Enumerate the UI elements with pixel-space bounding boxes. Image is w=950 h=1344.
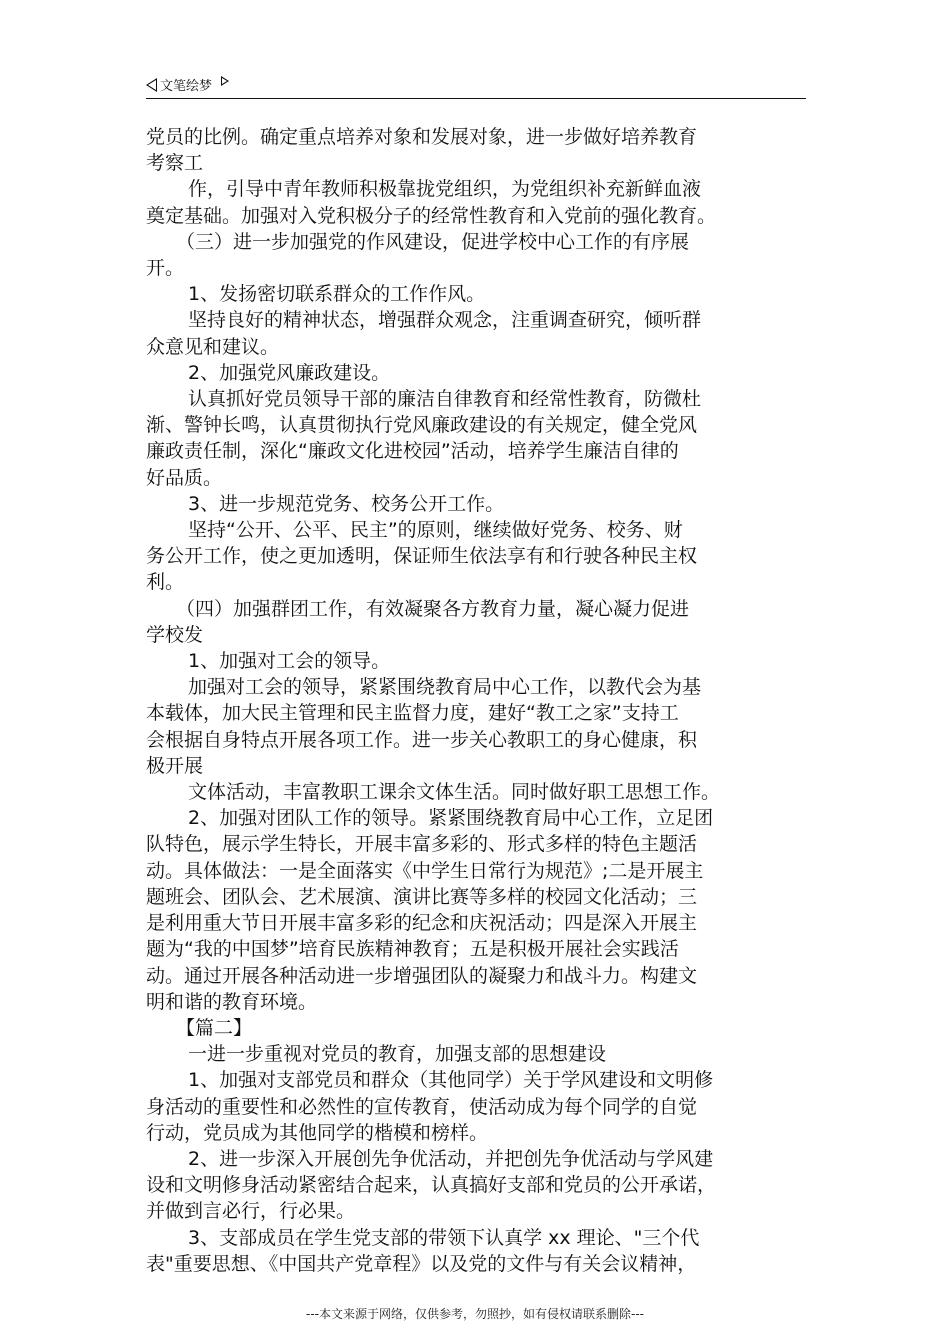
text-line: 坚持良好的精神状态，增强群众观念，注重调查研究，倾听群 bbox=[188, 309, 702, 332]
page-header bbox=[146, 72, 806, 98]
text-line: 众意见和建议。 bbox=[146, 335, 280, 358]
text-line: 学校发 bbox=[146, 623, 204, 646]
text-line: 2、加强对团队工作的领导。紧紧围绕教育局中心工作，立足团 bbox=[188, 807, 714, 830]
text-line: 认真抓好党员领导干部的廉洁自律教育和经常性教育，防微杜 bbox=[188, 388, 702, 411]
text-line: 1、加强对支部党员和群众（其他同学）关于学风建设和文明修 bbox=[188, 1069, 714, 1092]
text-line: 奠定基础。加强对入党积极分子的经常性教育和入党前的强化教育。 bbox=[146, 204, 717, 227]
text-line: 渐、警钟长鸣，认真贯彻执行党风廉政建设的有关规定，健全党风 bbox=[146, 414, 698, 437]
text-line: 务公开工作，使之更加透明，保证师生依法享有和行驶各种民主权 bbox=[146, 545, 698, 568]
text-line: 3、支部成员在学生党支部的带领下认真学 xx 理论、"三个代 bbox=[188, 1226, 700, 1249]
text-line: 极开展 bbox=[146, 754, 204, 777]
text-line: 身活动的重要性和必然性的宣传教育，使活动成为每个同学的自觉 bbox=[146, 1095, 698, 1118]
text-line: 加强对工会的领导，紧紧围绕教育局中心工作，以教代会为基 bbox=[188, 676, 702, 699]
text-line: 考察工 bbox=[146, 152, 204, 175]
text-line: 【篇二】 bbox=[176, 1016, 253, 1039]
text-line: 利。 bbox=[146, 571, 185, 594]
text-line: 1、发扬密切联系群众的工作作风。 bbox=[188, 283, 486, 306]
triangle-right-icon bbox=[221, 76, 229, 86]
text-line: 明和谐的教育环境。 bbox=[146, 990, 318, 1013]
text-line: 一进一步重视对党员的教育，加强支部的思想建设 bbox=[188, 1043, 607, 1066]
header-divider bbox=[146, 98, 806, 99]
text-line: 题班会、团队会、艺术展演、演讲比赛等多样的校园文化活动；三 bbox=[146, 885, 698, 908]
text-line: 会根据自身特点开展各项工作。进一步关心教职工的身心健康，积 bbox=[146, 728, 698, 751]
text-line: 表"重要思想、《中国共产党章程》以及党的文件与有关会议精神， bbox=[146, 1252, 697, 1275]
text-line: 坚持“公开、公平、民主”的原则，继续做好党务、校务、财 bbox=[188, 519, 683, 542]
text-line: 设和文明修身活动紧密结合起来，认真搞好支部和党员的公开承诺， bbox=[146, 1174, 717, 1197]
text-line: 3、进一步规范党务、校务公开工作。 bbox=[188, 492, 505, 515]
text-line: 1、加强对工会的领导。 bbox=[188, 650, 391, 673]
text-line: 并做到言必行，行必果。 bbox=[146, 1200, 356, 1223]
brand bbox=[146, 75, 229, 94]
text-line: 2、进一步深入开展创先争优活动，并把创先争优活动与学风建 bbox=[188, 1147, 714, 1170]
text-line: 动。通过开展各种活动进一步增强团队的凝聚力和战斗力。构建文 bbox=[146, 964, 698, 987]
text-line: 动。具体做法：一是全面落实《中学生日常行为规范》;二是开展主 bbox=[146, 859, 704, 882]
text-line: 题为“我的中国梦”培育民族精神教育；五是积极开展社会实践活 bbox=[146, 938, 679, 961]
text-line: 作，引导中青年教师积极靠拢党组织，为党组织补充新鲜血液 bbox=[188, 178, 702, 201]
text-line: 开。 bbox=[146, 257, 185, 280]
text-line: 廉政责任制，深化“廉政文化进校园”活动，培养学生廉洁自律的 bbox=[146, 440, 679, 463]
text-line: 队特色，展示学生特长，开展丰富多彩的、形式多样的特色主题活 bbox=[146, 833, 698, 856]
text-line: （四）加强群团工作，有效凝聚各方教育力量，凝心凝力促进 bbox=[176, 597, 690, 620]
text-line: 是利用重大节日开展丰富多彩的纪念和庆祝活动；四是深入开展主 bbox=[146, 912, 698, 935]
document-body bbox=[146, 124, 810, 1277]
text-line: 本载体，加大民主管理和民主监督力度，建好“教工之家”支持工 bbox=[146, 702, 679, 725]
brand-text: 文笔绘梦 bbox=[160, 79, 213, 94]
text-line: 文体活动，丰富教职工课余文体生活。同时做好职工思想工作。 bbox=[188, 781, 721, 804]
text-line: （三）进一步加强党的作风建设，促进学校中心工作的有序展 bbox=[176, 230, 690, 253]
text-line: 行动，党员成为其他同学的楷模和榜样。 bbox=[146, 1121, 489, 1144]
text-line: 党员的比例。确定重点培养对象和发展对象，进一步做好培养教育 bbox=[146, 126, 698, 148]
triangle-left-icon bbox=[146, 78, 157, 92]
page-footer: ---本文来源于网络，仅供参考，勿照抄，如有侵权请联系删除--- bbox=[306, 1307, 644, 1321]
text-line: 好品质。 bbox=[146, 466, 223, 489]
text-line: 2、加强党风廉政建设。 bbox=[188, 361, 391, 384]
